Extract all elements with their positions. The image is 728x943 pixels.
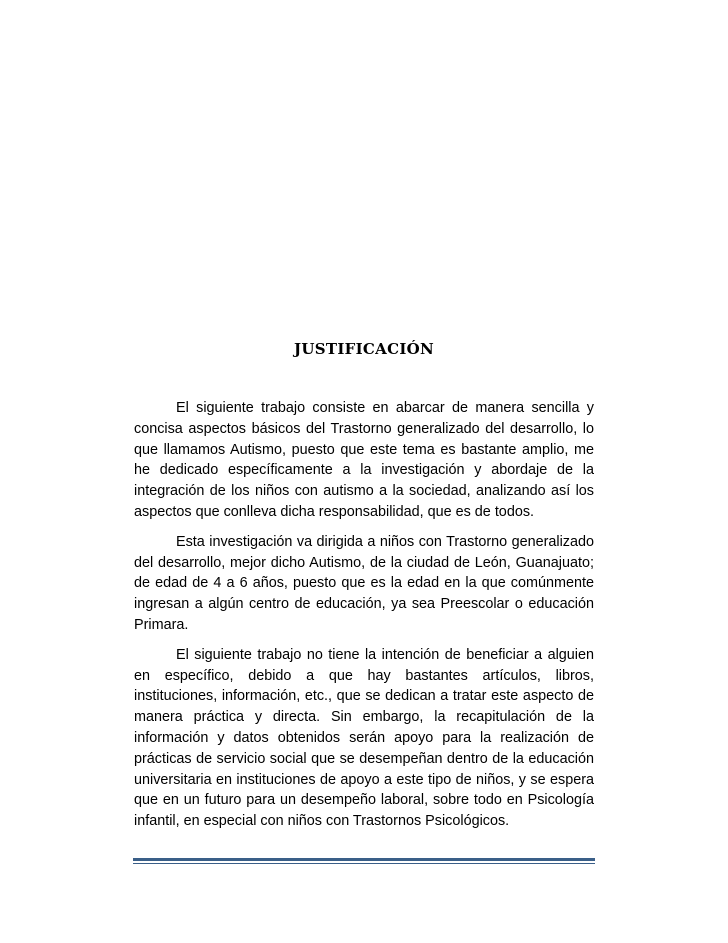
paragraph-2: Esta investigación va dirigida a niños con Trastorno generalizado del desarrollo, mejor dicho Autismo, de la ciudad de León, Guanajuato; de edad de 4 a 6 años, puesto que es la edad en la que comúnmente ingresan a algún centro de educación, ya sea Preescolar o educación Primara. bbox=[134, 533, 594, 633]
page-title: JUSTIFICACIÓN bbox=[293, 340, 435, 358]
footer-rule bbox=[133, 858, 595, 864]
body-text bbox=[134, 398, 594, 841]
footer-rule-thin-line bbox=[133, 863, 595, 864]
paragraph-3: El siguiente trabajo no tiene la intención de beneficiar a alguien en específico, debido a que hay bastantes artículos, libros, instituciones, información, etc., que se dedican a tratar este aspecto de manera práctica y directa. Sin embargo, la recapitulación de la información y datos obtenidos serán apoyo para la realización de prácticas de servicio social que se desempeñan dentro de la educación universitaria en instituciones de apoyo a este tipo de niños, y se espera que en un futuro para un desempeño laboral, sobre todo en Psicología infantil, en especial con niños con Trastornos Psicológicos. bbox=[134, 646, 594, 830]
paragraph-1: El siguiente trabajo consiste en abarcar de manera sencilla y concisa aspectos básicos del Trastorno generalizado del desarrollo, lo que llamamos Autismo, puesto que este tema es bastante amplio, me he dedicado específicamente a la investigación y abordaje de la integración de los niños con autismo a la sociedad, analizando así los aspectos que conlleva dicha responsabilidad, que es de todos. bbox=[134, 400, 594, 520]
